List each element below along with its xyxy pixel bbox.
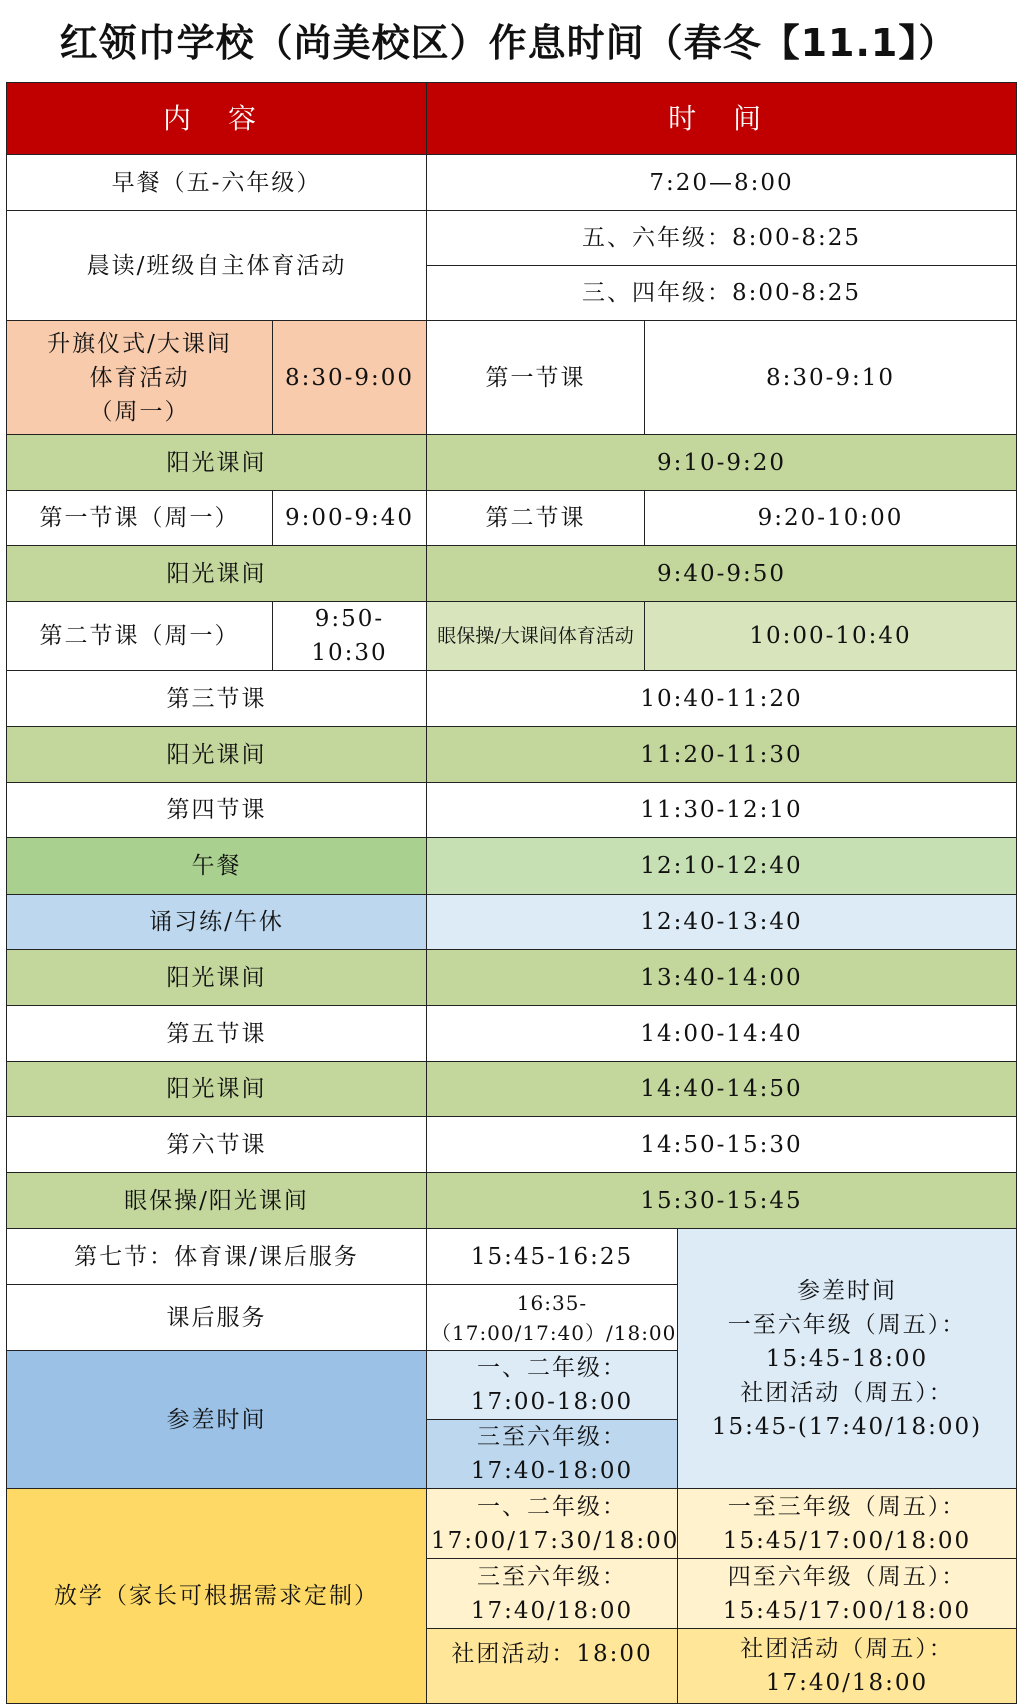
row-label: 早餐（五-六年级） [7, 155, 427, 211]
header-content: 内 容 [7, 83, 427, 155]
row-time: 五、六年级：8:00-8:25 [427, 211, 1017, 266]
row-time: 16:35- （17:00/17:40）/18:00 [427, 1285, 678, 1351]
row-time: 9:20-10:00 [645, 491, 1017, 546]
row-time: 10:40-11:20 [427, 671, 1017, 727]
row-time: 14:40-14:50 [427, 1062, 1017, 1117]
dismiss-label: 放学（家长可根据需求定制） [7, 1489, 427, 1704]
row-time: 14:50-15:30 [427, 1117, 1017, 1173]
row-label: 阳光课间 [7, 435, 427, 491]
schedule-table [6, 82, 1017, 1704]
row-label: 眼保操/大课间体育活动 [427, 602, 645, 671]
row-time: 9:00-9:40 [273, 491, 427, 546]
header-time: 时 间 [427, 83, 1017, 155]
row-label: 第三节课 [7, 671, 427, 727]
row-label: 第二节课 [427, 491, 645, 546]
row-label: 第一节课 [427, 321, 645, 435]
row-time: 15:45-16:25 [427, 1229, 678, 1285]
row-label: 阳光课间 [7, 1062, 427, 1117]
row-label: 第四节课 [7, 783, 427, 838]
row-label: 第六节课 [7, 1117, 427, 1173]
row-label: 晨读/班级自主体育活动 [7, 211, 427, 321]
row-label: 阳光课间 [7, 950, 427, 1006]
row-label: 第一节课（周一） [7, 491, 273, 546]
row-label: 午餐 [7, 838, 427, 895]
row-label: 第七节：体育课/课后服务 [7, 1229, 427, 1285]
dismiss-time: 三至六年级： 17:40/18:00 [427, 1559, 678, 1629]
dismiss-time: 一、二年级： 17:00/17:30/18:00 [427, 1489, 678, 1559]
row-label: 第二节课（周一） [7, 602, 273, 671]
staggered-note: 参差时间 一至六年级（周五）： 15:45-18:00 社团活动（周五）： 15:45-(17:40/18:00) [678, 1229, 1017, 1489]
row-label: 第五节课 [7, 1006, 427, 1062]
row-label: 阳光课间 [7, 727, 427, 783]
row-time: 12:10-12:40 [427, 838, 1017, 895]
row-time: 三至六年级： 17:40-18:00 [427, 1420, 678, 1489]
dismiss-time: 一至三年级（周五）： 15:45/17:00/18:00 [678, 1489, 1017, 1559]
row-time: 7:20—8:00 [427, 155, 1017, 211]
row-label: 参差时间 [7, 1351, 427, 1489]
row-label: 眼保操/阳光课间 [7, 1173, 427, 1229]
page-title: 红领巾学校（尚美校区）作息时间（春冬【11.1】） [59, 20, 958, 65]
row-label: 诵习练/午休 [7, 895, 427, 950]
row-time: 8:30-9:10 [645, 321, 1017, 435]
row-time: 一、二年级： 17:00-18:00 [427, 1351, 678, 1420]
row-time: 9:50-10:30 [273, 602, 427, 671]
row-time: 10:00-10:40 [645, 602, 1017, 671]
row-time: 三、四年级：8:00-8:25 [427, 266, 1017, 321]
dismiss-time: 四至六年级（周五）： 15:45/17:00/18:00 [678, 1559, 1017, 1629]
row-label: 课后服务 [7, 1285, 427, 1351]
row-time: 11:20-11:30 [427, 727, 1017, 783]
row-time: 9:40-9:50 [427, 546, 1017, 602]
row-time: 8:30-9:00 [273, 321, 427, 435]
dismiss-time: 社团活动（周五）： 17:40/18:00 [678, 1629, 1017, 1704]
dismiss-time: 社团活动：18:00 [427, 1629, 678, 1704]
row-label: 升旗仪式/大课间 体育活动 （周一） [7, 321, 273, 435]
row-label: 阳光课间 [7, 546, 427, 602]
row-time: 11:30-12:10 [427, 783, 1017, 838]
row-time: 13:40-14:00 [427, 950, 1017, 1006]
row-time: 14:00-14:40 [427, 1006, 1017, 1062]
row-time: 9:10-9:20 [427, 435, 1017, 491]
row-time: 12:40-13:40 [427, 895, 1017, 950]
row-time: 15:30-15:45 [427, 1173, 1017, 1229]
